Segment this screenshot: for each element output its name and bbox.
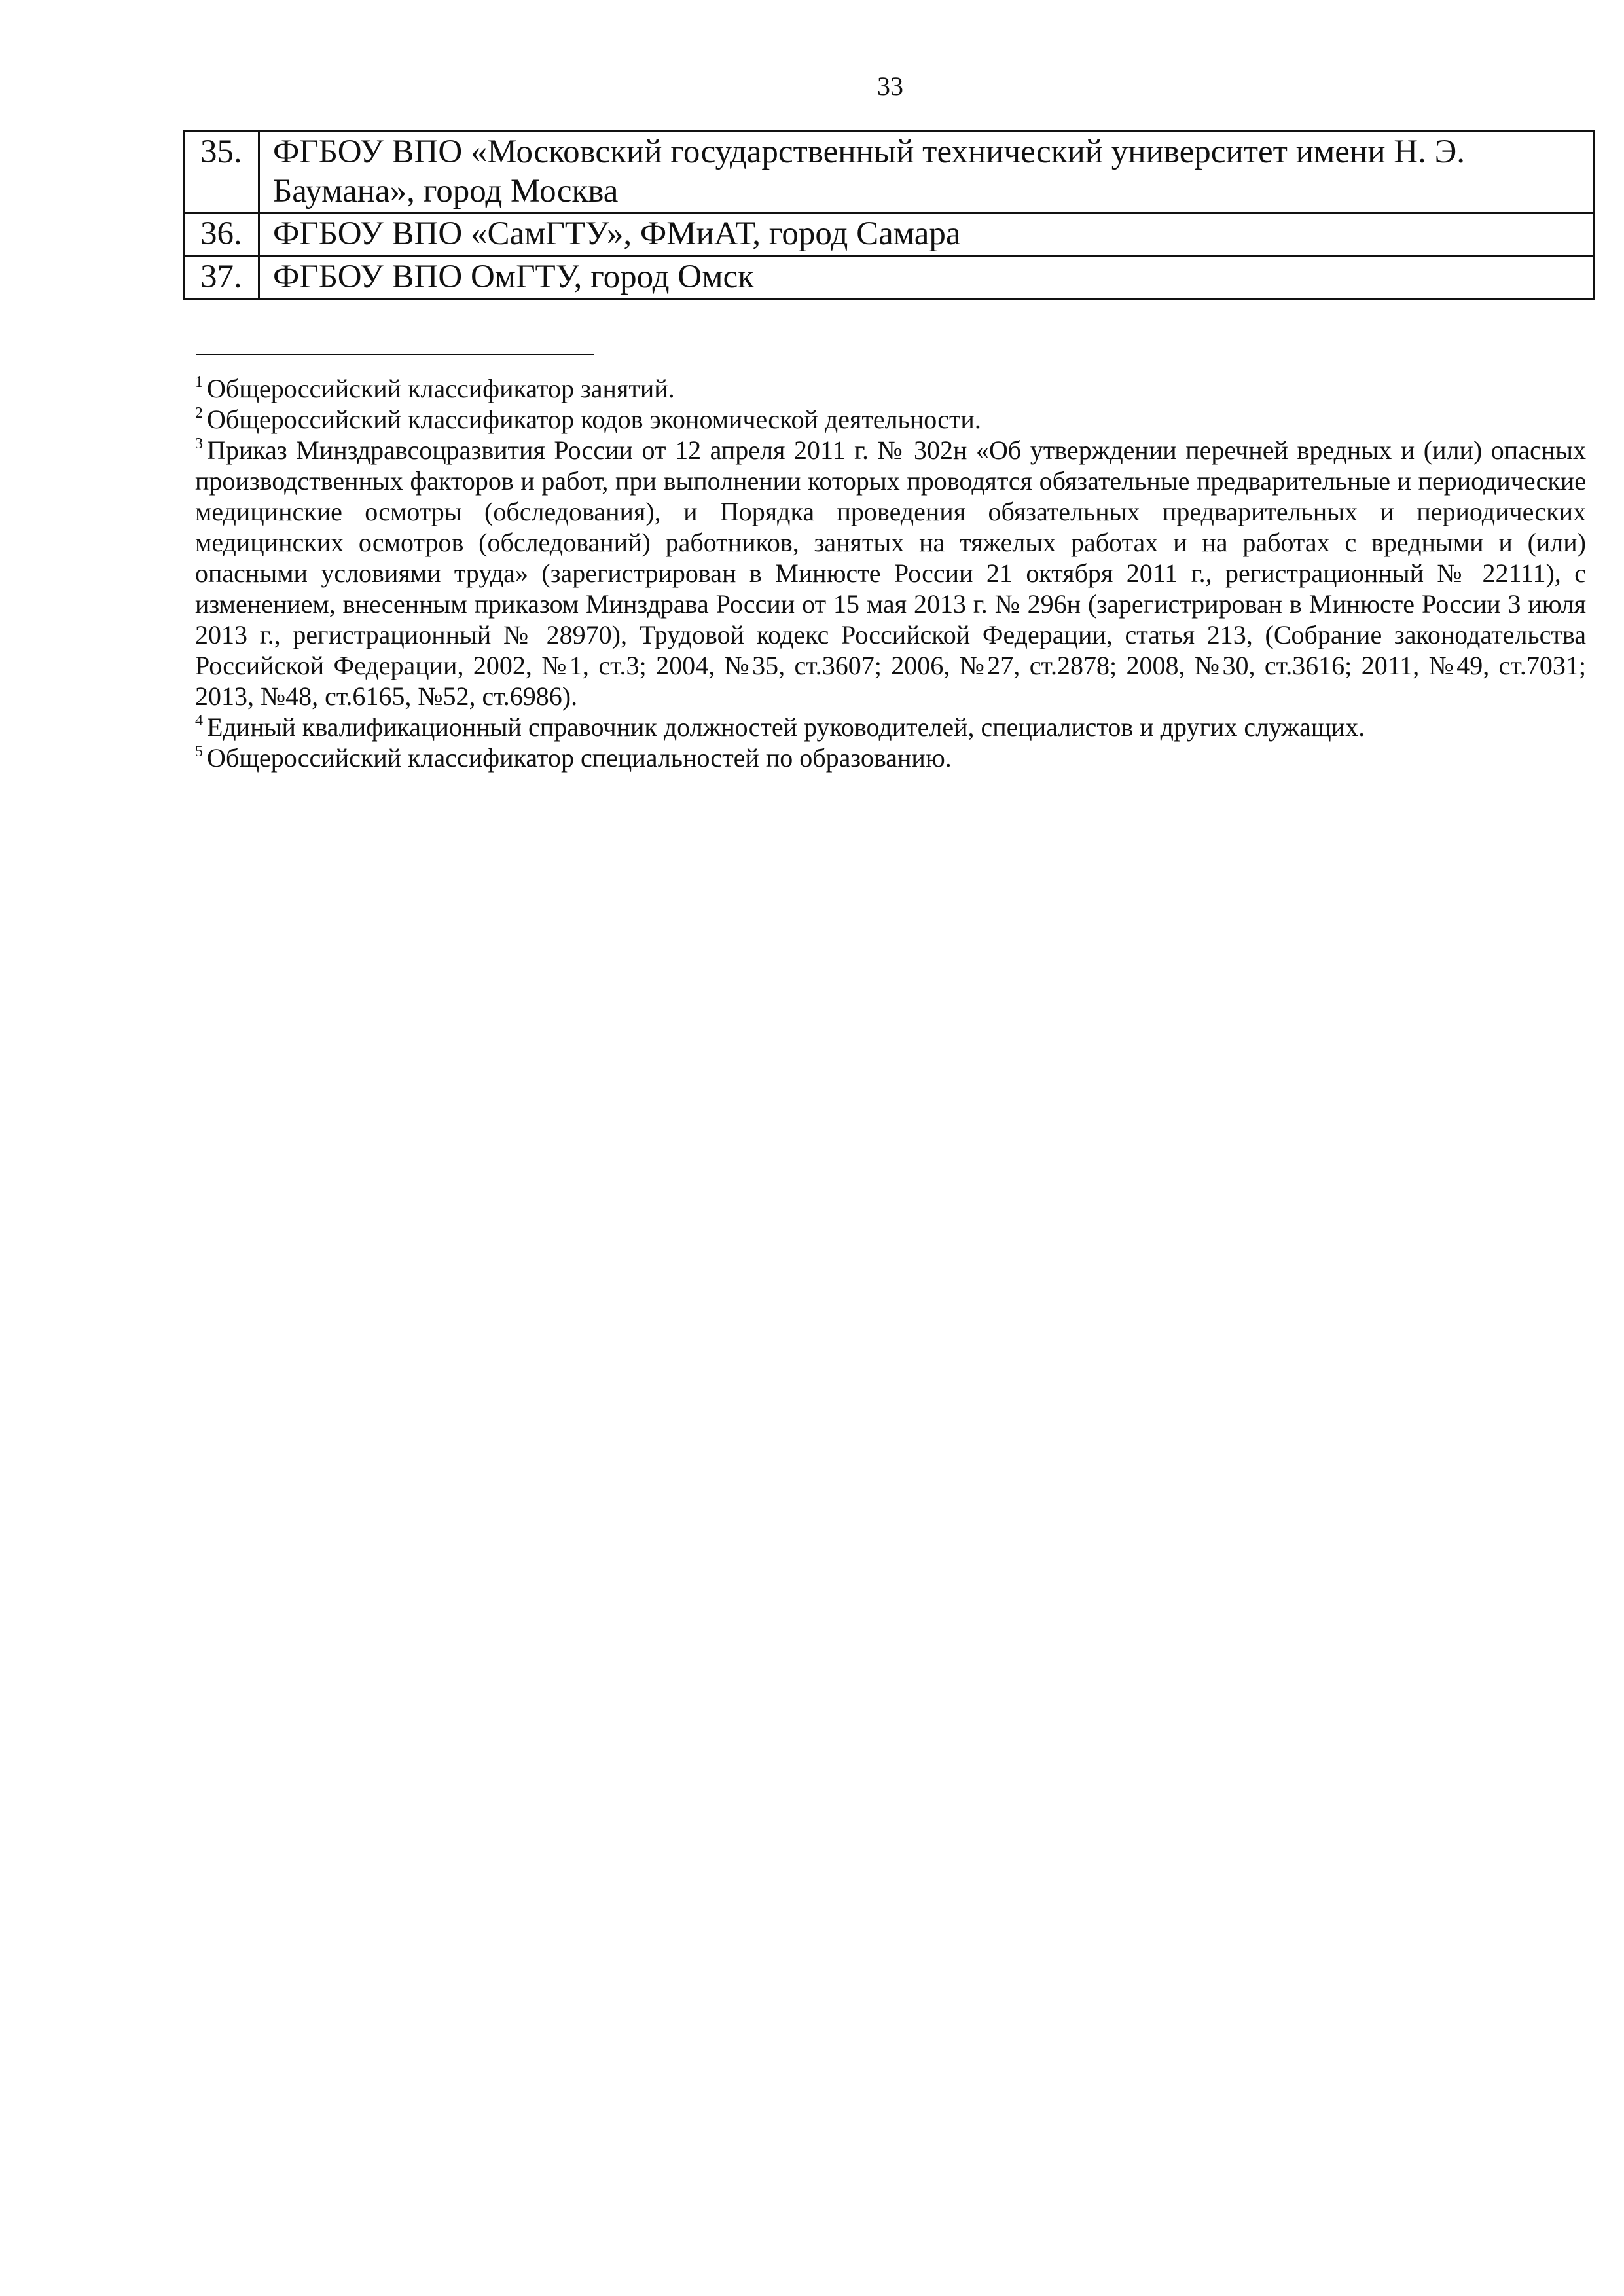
footnote-mark: 4 <box>195 712 203 729</box>
row-number: 36. <box>184 213 259 256</box>
table-row <box>184 132 1595 213</box>
page-number: 33 <box>877 71 903 101</box>
footnotes <box>195 373 1586 773</box>
organization-name: ФГБОУ ВПО «Московский государственный технический университет имени Н. Э. Баумана», город Москва <box>259 132 1595 213</box>
row-number: 35. <box>184 132 259 213</box>
footnote <box>195 435 1586 712</box>
footnote-text: Единый квалификационный справочник должностей руководителей, специалистов и других служащих. <box>207 712 1365 742</box>
footnote-mark: 3 <box>195 435 203 452</box>
footnote-separator <box>196 354 594 355</box>
footnote-mark: 2 <box>195 405 203 422</box>
footnote-text: Общероссийский классификатор занятий. <box>207 374 675 403</box>
footnote <box>195 373 1586 404</box>
organizations-table <box>183 130 1595 300</box>
footnote-mark: 1 <box>195 374 203 391</box>
organization-name: ФГБОУ ВПО ОмГТУ, город Омск <box>259 256 1595 299</box>
footnote-text: Общероссийский классификатор специальностей по образованию. <box>207 743 952 773</box>
footnote <box>195 712 1586 742</box>
footnote <box>195 742 1586 773</box>
footnote-text: Приказ Минздравсоцразвития России от 12 апреля 2011 г. № 302н «Об утверждении перечней вредных и (или) опасных производственных факторов и работ, при выполнении которых проводятся обязательные предварительные и периодические медицинские осмотры (обследования), и Порядка проведения обязательных предварительных и периодических медицинских осмотров (обследований) работников, занятых на тяжелых работах и на работах с вредными и (или) опасными условиями труда» (зарегистрирован в Минюсте России 21 октября 2011 г., регистрационный № 22111), с изменением, внесенным приказом Минздрава России от 15 мая 2013 г. № 296н (зарегистрирован в Минюсте России 3 июля 2013 г., регистрационный № 28970), Трудовой кодекс Российской Федерации, статья 213, (Собрание законодательства Российской Федерации, 2002, №1, ст.3; 2004, №35, ст.3607; 2006, №27, ст.2878; 2008, №30, ст.3616; 2011, №49, ст.7031; 2013, №48, ст.6165, №52, ст.6986). <box>195 435 1586 711</box>
organization-name: ФГБОУ ВПО «СамГТУ», ФМиАТ, город Самара <box>259 213 1595 256</box>
footnote-mark: 5 <box>195 743 203 760</box>
footnote <box>195 404 1586 435</box>
footnote-text: Общероссийский классификатор кодов экономической деятельности. <box>207 405 981 434</box>
table-row <box>184 256 1595 299</box>
row-number: 37. <box>184 256 259 299</box>
table-row <box>184 213 1595 256</box>
